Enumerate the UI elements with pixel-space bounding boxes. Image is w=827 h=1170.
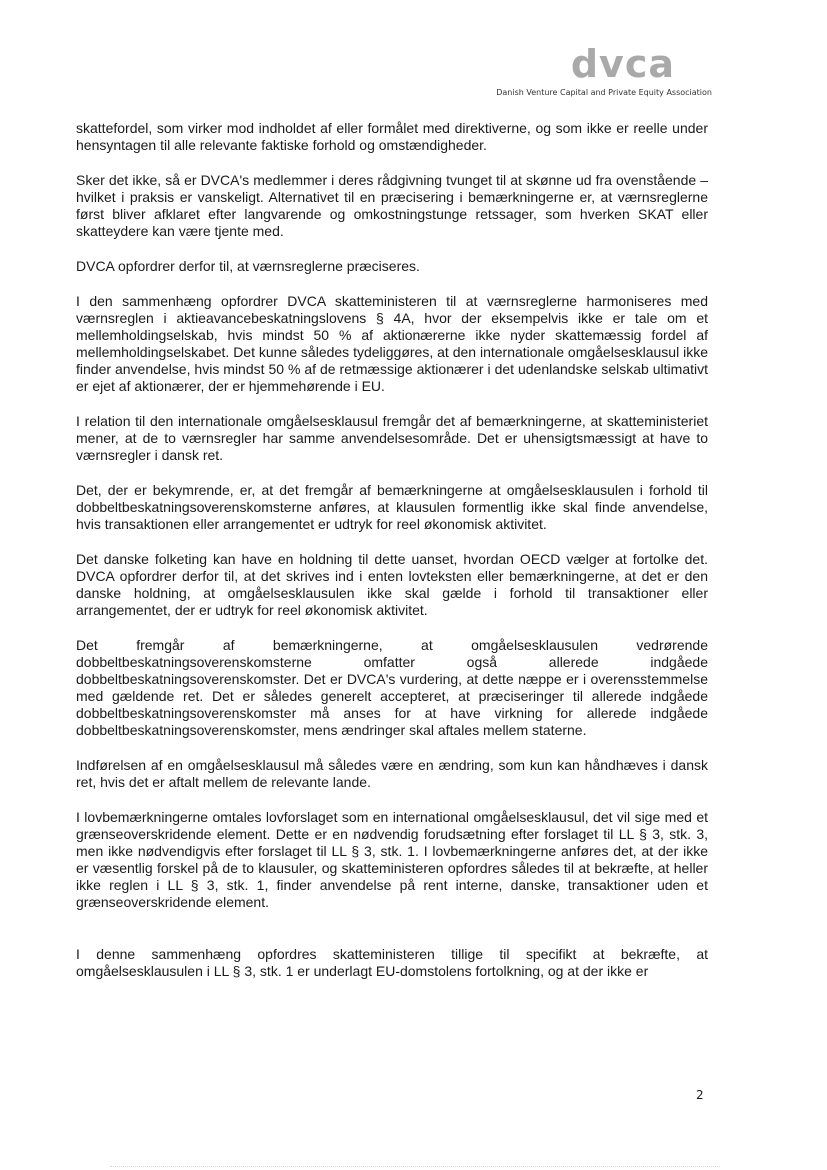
paragraph: I denne sammenhæng opfordres skatteministeren tillige til specifikt at bekræfte, at omgåelsesklausulen i LL § 3, stk. 1 er underlagt EU-domstolens fortolkning, og at der ikke er — [76, 946, 708, 979]
paragraph: Indførelsen af en omgåelsesklausul må således være en ændring, som kun kan håndhæves i dansk ret, hvis det er aftalt mellem de relevante lande. — [76, 757, 708, 790]
paragraph: I den sammenhæng opfordrer DVCA skatteministeren til at værnsreglerne harmoniseres med værnsreglen i aktieavancebeskatningslovens § 4A, hvor der eksempelvis ikke er tale om et mellemholdingselskab, hvis mindst 50 % af aktionærerne ikke nyder skattemæssig fordel af mellemholdingselskabet. Det kunne således tydeliggøres, at den internationale omgåelsesklausul ikke finder anvendelse, hvis mindst 50 % af de retmæssige aktionærer i det udenlandske selskab ultimativt er ejet af aktionærer, der er hjemmehørende i EU. — [76, 293, 708, 394]
document-body — [76, 120, 708, 998]
paragraph: Det danske folketing kan have en holdning til dette uanset, hvordan OECD vælger at fortolke det. DVCA opfordrer derfor til, at det skrives ind i enten lovteksten eller bemærkningerne, at det er den danske holdning, at omgåelsesklausulen ikke skal gælde i forhold til transaktioner eller arrangementet, der er udtryk for reel økonomisk aktivitet. — [76, 551, 708, 618]
paragraph: Sker det ikke, så er DVCA's medlemmer i deres rådgivning tvunget til at skønne ud fra ovenstående – hvilket i praksis er vanskeligt. Alternativet til en præcisering i bemærkningerne er, at værnsreglerne først bliver afklaret efter langvarende og omkostningstunge retssager, som hverken SKAT eller skatteydere kan være tjente med. — [76, 172, 708, 239]
footer-divider — [110, 1166, 720, 1167]
paragraph: DVCA opfordrer derfor til, at værnsreglerne præciseres. — [76, 258, 420, 274]
paragraph: I lovbemærkningerne omtales lovforslaget som en international omgåelsesklausul, det vil sige med et grænseoverskridende element. Dette er en nødvendig forudsætning efter forslaget til LL § 3, stk. 3, men ikke nødvendigvis efter forslaget til LL § 3, stk. 1. I lovbemærkningerne anføres det, at der ikke er væsentlig forskel på de to klausuler, og skatteministeren opfordres således til at bekræfte, at heller ikke reglen i LL § 3, stk. 1, finder anvendelse på rent interne, danske, transaktioner uden et grænseoverskridende element. — [76, 809, 708, 910]
page-number: 2 — [696, 1088, 704, 1102]
paragraph: I relation til den internationale omgåelsesklausul fremgår det af bemærkningerne, at skatteministeriet mener, at de to værnsregler har samme anvendelsesområde. Det er uhensigtsmæssigt at have to værnsregler i dansk ret. — [76, 413, 708, 463]
paragraph: Det fremgår af bemærkningerne, at omgåelsesklausulen vedrørende dobbeltbeskatningsoverenskomsterne omfatter også allerede indgåede dobbeltbeskatningsoverenskomster. Det er DVCA's vurdering, at dette næppe er i overensstemmelse med gældende ret. Det er således generelt accepteret, at præciseringer til allerede indgåede dobbeltbeskatningsoverenskomster må anses for at have virkning for allerede indgåede dobbeltbeskatningsoverenskomster, mens ændringer skal aftales mellem staterne. — [76, 637, 708, 738]
logo-wordmark: dvca — [570, 42, 675, 86]
logo-tagline: Danish Venture Capital and Private Equity Association — [496, 88, 712, 97]
paragraph: Det, der er bekymrende, er, at det fremgår af bemærkningerne at omgåelsesklausulen i forhold til dobbeltbeskatningsoverenskomsterne anføres, at klausulen formentlig ikke skal finde anvendelse, hvis transaktionen eller arrangementet er udtryk for reel økonomisk aktivitet. — [76, 482, 708, 532]
dvca-logo — [496, 42, 712, 97]
paragraph: skattefordel, som virker mod indholdet af eller formålet med direktiverne, og som ikke er reelle under hensyntagen til alle relevante faktiske forhold og omstændigheder. — [76, 120, 708, 153]
